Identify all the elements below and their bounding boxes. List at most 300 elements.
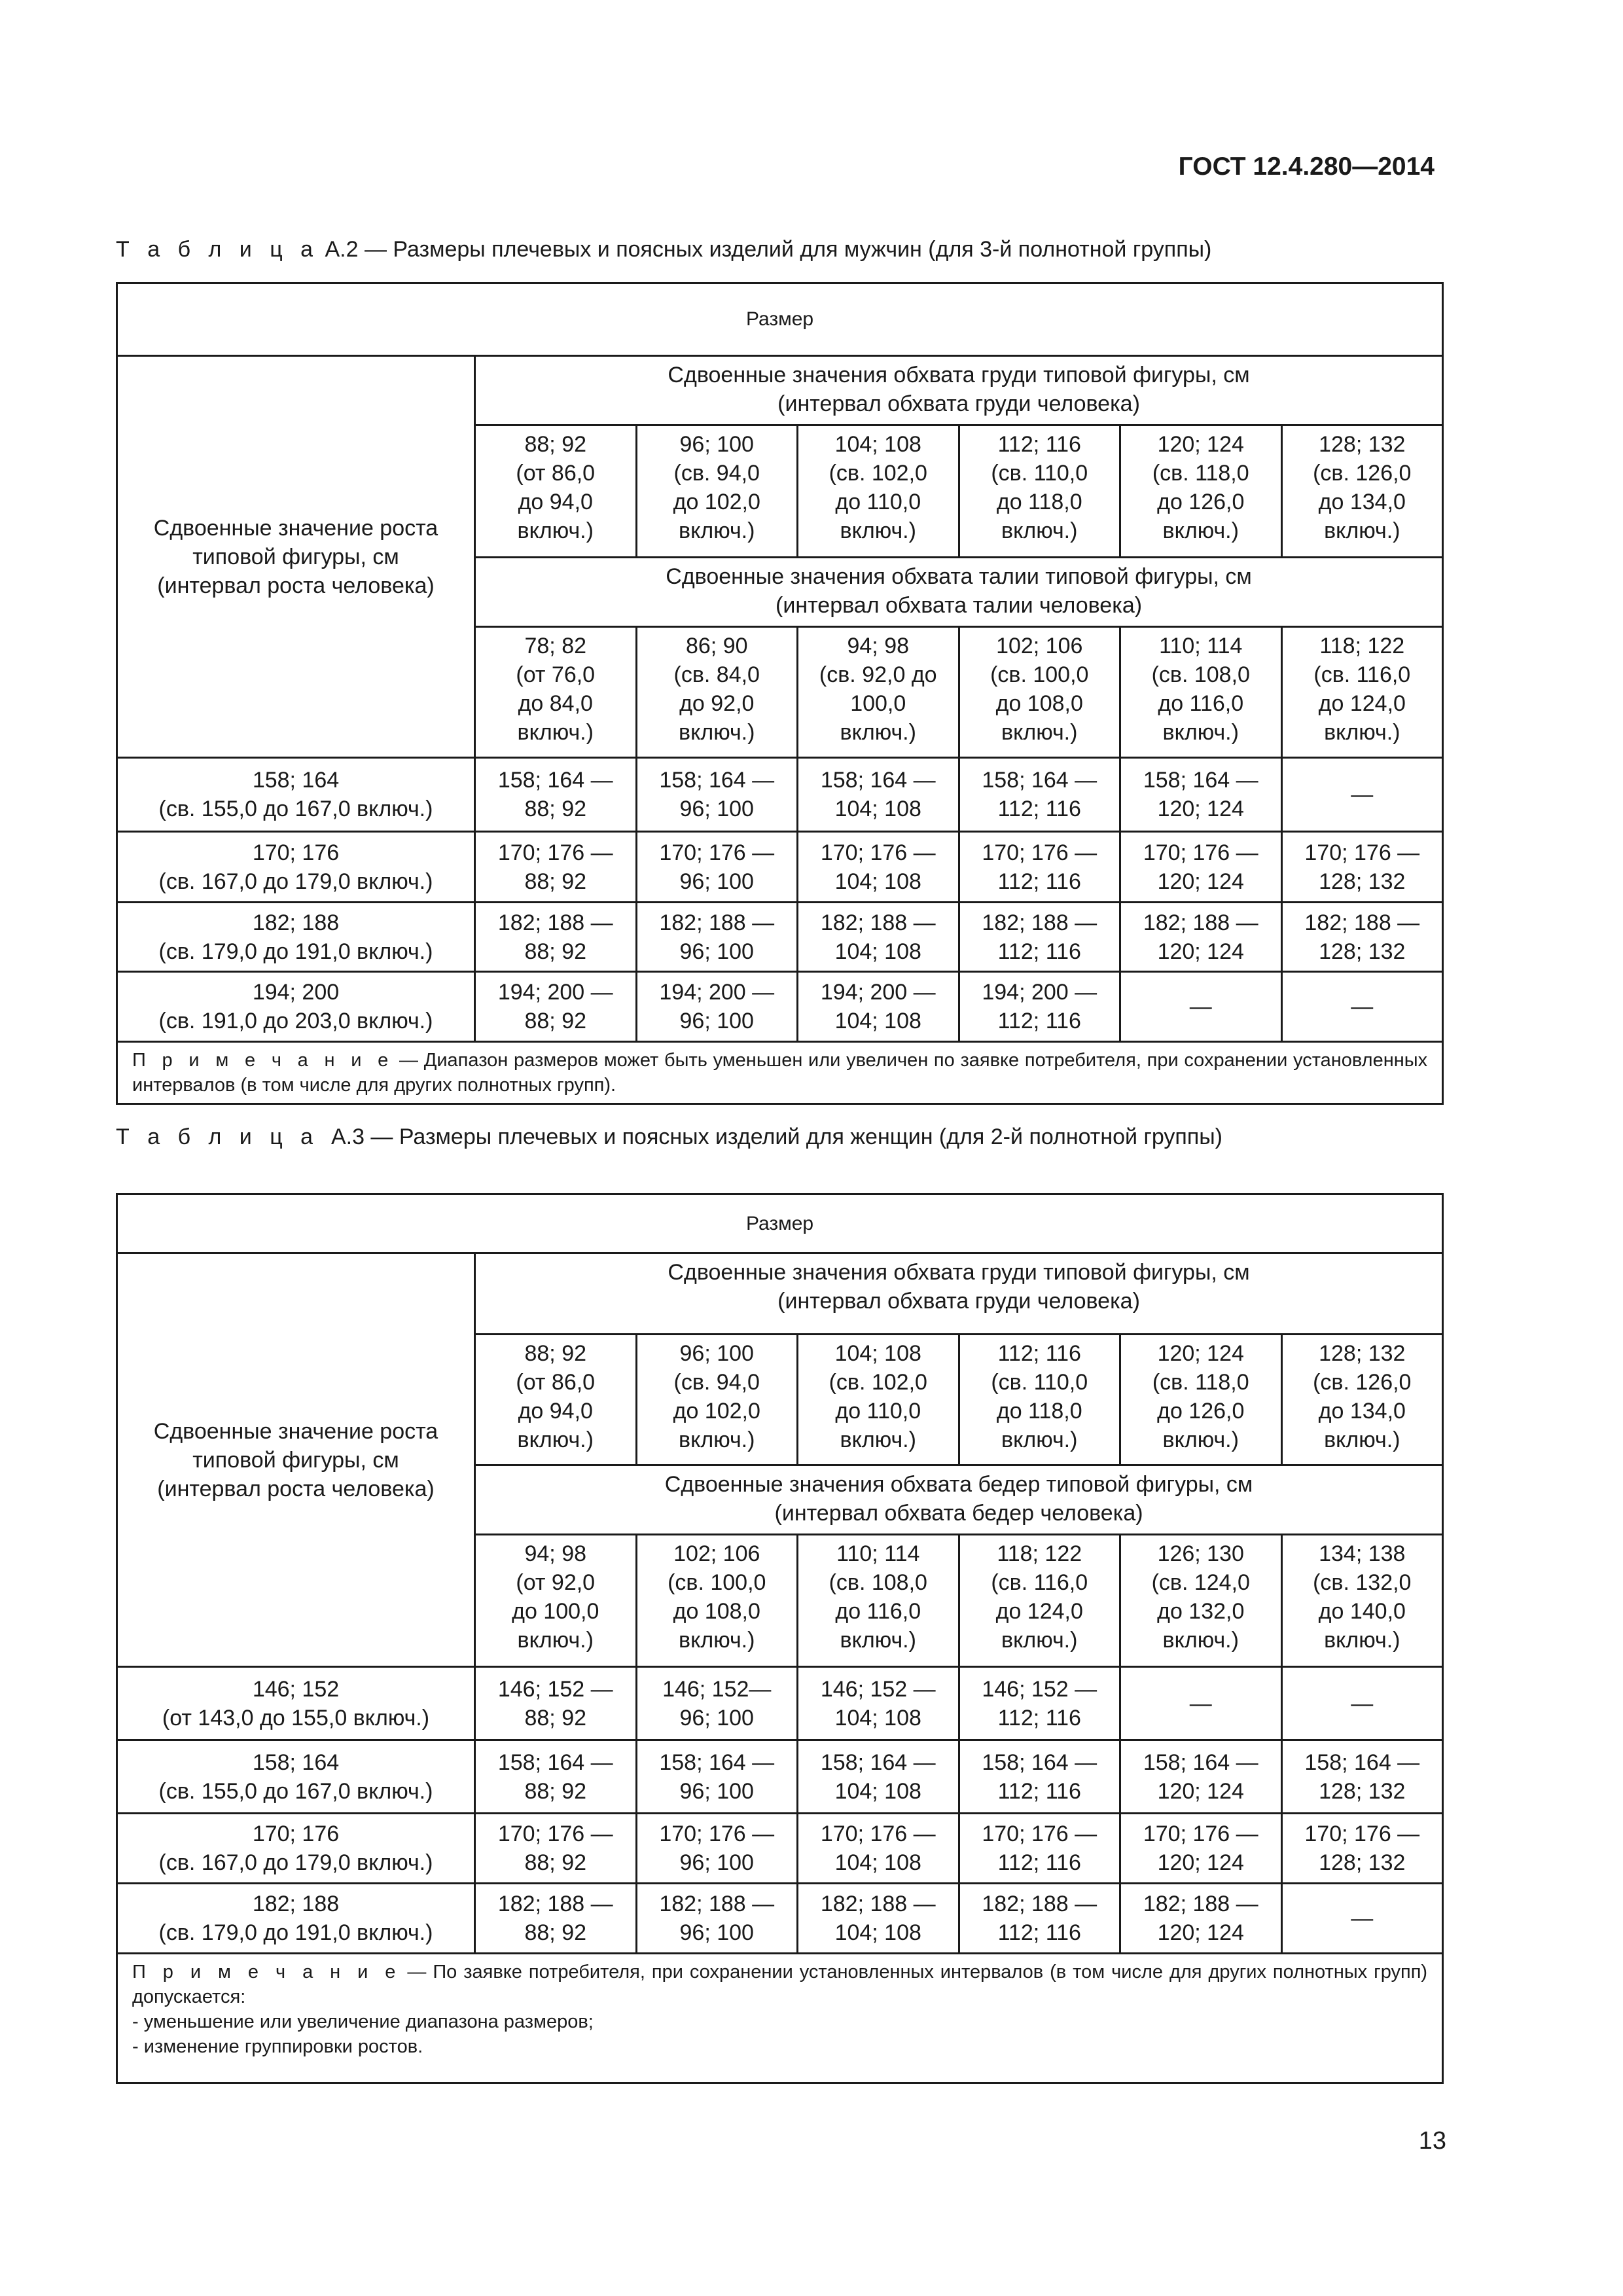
cell-line: 170; 176 <box>252 1821 340 1846</box>
cell-line: включ.) <box>1324 1427 1400 1452</box>
table-row <box>117 1667 1443 1740</box>
second-size-cell <box>1281 1535 1443 1667</box>
table-row <box>117 1740 1443 1814</box>
table-row <box>117 1954 1443 2083</box>
chest-size-cell <box>798 425 959 558</box>
cell-line: (св. 155,0 до 167,0 включ.) <box>158 1778 433 1804</box>
cell-line: (св. 179,0 до 191,0 включ.) <box>158 939 433 964</box>
cell-line: 182; 188 — <box>1143 1892 1258 1916</box>
cell-line: 146; 152 — <box>497 1676 613 1702</box>
cell-line: 126; 130 <box>1157 1541 1244 1566</box>
cell-line: 112; 116 <box>997 1705 1081 1731</box>
cell-line: включ.) <box>840 518 916 543</box>
size-header: Размер <box>117 1194 1443 1253</box>
cell-line: 194; 200 — <box>497 980 613 1005</box>
second-size-cell <box>798 627 959 758</box>
cell-line: включ.) <box>517 720 594 745</box>
table-row <box>117 832 1443 903</box>
cell-line: (св. 110,0 <box>991 461 1088 486</box>
cell-line: до 110,0 <box>835 490 921 514</box>
cell-line: 134; 138 <box>1319 1541 1406 1566</box>
chest-size-cell <box>798 1335 959 1465</box>
cell-line: 104; 108 <box>834 1009 921 1033</box>
cell-line: 158; 164 — <box>982 1749 1097 1775</box>
cell-line: 96; 100 <box>679 1009 754 1033</box>
cell-line: 128; 132 <box>1319 1850 1406 1875</box>
cell-line: 110; 114 <box>836 1541 920 1566</box>
table-row <box>117 1814 1443 1884</box>
cell-line: до 134,0 <box>1318 1399 1406 1424</box>
cell-line: 120; 124 <box>1157 1850 1244 1875</box>
table-note <box>117 1954 1443 2083</box>
table-row <box>117 972 1443 1042</box>
second-size-cell <box>636 1535 798 1667</box>
table-row <box>117 283 1443 356</box>
table-row <box>117 758 1443 832</box>
cell-line: (св. 116,0 <box>991 1570 1088 1595</box>
cell-line: 182; 188 — <box>497 910 613 935</box>
size-cell <box>1281 1814 1443 1884</box>
cell-line: 120; 124 <box>1157 1920 1244 1945</box>
cell-line: включ.) <box>1162 518 1239 543</box>
height-row-label <box>117 972 475 1042</box>
cell-line: (св. 108,0 <box>829 1570 927 1595</box>
cell-line: 158; 164 <box>252 1749 340 1775</box>
cell-line: до 126,0 <box>1157 490 1245 514</box>
cell-line: — <box>1189 994 1212 1019</box>
cell-line: включ.) <box>1162 720 1239 745</box>
chest-header <box>475 356 1443 425</box>
cell-line: 182; 188 — <box>820 910 936 935</box>
chest-size-cell <box>636 1335 798 1465</box>
height-row-label <box>117 832 475 903</box>
cell-line: (от 76,0 <box>516 662 596 687</box>
cell-line: 170; 176 — <box>982 840 1097 865</box>
size-cell <box>475 903 637 972</box>
size-cell <box>636 903 798 972</box>
note-text: — Диапазон размеров может быть уменьшен или увеличен по заявке потребителя, при сохранении установленных интервалов (в том числе для других полнотных групп). <box>132 1050 1428 1096</box>
cell-line: 104; 108 <box>834 869 921 894</box>
table-a2-caption <box>116 237 1211 262</box>
cell-line: 88; 92 <box>524 1778 587 1804</box>
cell-line: (интервал роста человека) <box>157 1476 435 1501</box>
cell-line: до 124,0 <box>995 1599 1083 1624</box>
cell-line: 158; 164 — <box>820 768 936 793</box>
cell-line: 146; 152 <box>252 1676 340 1702</box>
cell-line: 128; 132 <box>1319 1341 1406 1366</box>
table-a3-caption <box>116 1124 1222 1150</box>
chest-size-cell <box>636 425 798 558</box>
cell-line: 158; 164 — <box>1143 1749 1258 1775</box>
cell-line: — <box>1351 782 1374 807</box>
size-cell <box>475 1814 637 1884</box>
size-cell <box>1120 1884 1282 1954</box>
cell-line: 182; 188 — <box>1143 910 1258 935</box>
cell-line: (св. 94,0 <box>673 1370 760 1395</box>
cell-line: (от 86,0 <box>516 461 596 486</box>
size-cell <box>636 1814 798 1884</box>
cell-line: 96; 100 <box>679 432 754 457</box>
cell-line: до 102,0 <box>673 490 760 514</box>
cell-line: 96; 100 <box>679 797 754 821</box>
cell-line: 88; 92 <box>524 1341 587 1366</box>
cell-line: 104; 108 <box>834 1705 921 1731</box>
cell-line: включ.) <box>517 1628 594 1653</box>
cell-line: включ.) <box>840 1427 916 1452</box>
size-cell <box>1281 1667 1443 1740</box>
cell-line: — <box>1351 994 1374 1019</box>
cell-line: 128; 132 <box>1319 869 1406 894</box>
cell-line: 170; 176 — <box>1304 840 1420 865</box>
cell-line: (св. 126,0 <box>1313 461 1412 486</box>
cell-line: 128; 132 <box>1319 939 1406 964</box>
cell-line: включ.) <box>679 1427 755 1452</box>
size-cell <box>1120 972 1282 1042</box>
cell-line: до 116,0 <box>1158 691 1244 716</box>
table-row <box>117 1884 1443 1954</box>
chest-size-cell <box>1281 1335 1443 1465</box>
cell-line: до 94,0 <box>518 1399 593 1424</box>
cell-line: 170; 176 — <box>1304 1821 1420 1846</box>
second-size-cell <box>798 1535 959 1667</box>
cell-line: Сдвоенные значения обхвата бедер типовой фигуры, см <box>664 1472 1253 1497</box>
cell-line: 170; 176 — <box>659 840 775 865</box>
cell-line: (св. 84,0 <box>673 662 760 687</box>
height-row-label <box>117 758 475 832</box>
size-cell <box>1281 758 1443 832</box>
cell-line: (интервал роста человека) <box>157 573 435 598</box>
size-cell <box>1120 1667 1282 1740</box>
cell-line: 128; 132 <box>1319 1778 1406 1804</box>
cell-line: 88; 92 <box>524 1850 587 1875</box>
cell-line: 158; 164 — <box>1143 768 1258 793</box>
cell-line: 96; 100 <box>679 939 754 964</box>
cell-line: до 124,0 <box>1318 691 1406 716</box>
cell-line: — <box>1351 1906 1374 1931</box>
size-cell <box>798 1814 959 1884</box>
note-text: — По заявке потребителя, при сохранении установленных интервалов (в том числе для других полнотных групп) допускается: <box>132 1962 1428 2007</box>
cell-line: 120; 124 <box>1157 869 1244 894</box>
cell-line: 146; 152 — <box>820 1676 936 1702</box>
cell-line: 112; 116 <box>997 432 1081 457</box>
cell-line: 112; 116 <box>997 1009 1081 1033</box>
cell-line: включ.) <box>679 518 755 543</box>
size-cell <box>798 758 959 832</box>
cell-line: 120; 124 <box>1157 432 1244 457</box>
size-cell <box>1281 972 1443 1042</box>
cell-line: включ.) <box>1001 1427 1078 1452</box>
cell-line: (св. 118,0 <box>1152 1370 1249 1395</box>
caption-prefix: Т а б л и ц а <box>116 237 319 262</box>
cell-line: 158; 164 — <box>820 1749 936 1775</box>
size-cell <box>1281 832 1443 903</box>
cell-line: 146; 152— <box>662 1676 772 1702</box>
second-size-cell <box>1281 627 1443 758</box>
cell-line: 94; 98 <box>847 634 910 658</box>
cell-line: 88; 92 <box>524 797 587 821</box>
cell-line: (св. 116,0 <box>1313 662 1411 687</box>
cell-line: 182; 188 — <box>497 1892 613 1916</box>
size-cell <box>1281 1884 1443 1954</box>
cell-line: 158; 164 — <box>1304 1749 1420 1775</box>
cell-line: — <box>1189 1691 1212 1716</box>
cell-line: (св. 179,0 до 191,0 включ.) <box>158 1920 433 1945</box>
cell-line: 182; 188 — <box>1304 910 1420 935</box>
size-cell <box>475 1884 637 1954</box>
cell-line: 96; 100 <box>679 1341 754 1366</box>
cell-line: 104; 108 <box>834 1850 921 1875</box>
second-size-cell <box>636 627 798 758</box>
size-cell <box>636 1884 798 1954</box>
cell-line: (интервал обхвата бедер человека) <box>774 1501 1143 1526</box>
cell-line: до 118,0 <box>996 1399 1082 1424</box>
size-cell <box>1281 1740 1443 1814</box>
cell-line: включ.) <box>840 1628 916 1653</box>
cell-line: 170; 176 — <box>1143 1821 1258 1846</box>
cell-line: 120; 124 <box>1157 1778 1244 1804</box>
cell-line: (интервал обхвата талии человека) <box>776 593 1143 618</box>
size-cell <box>959 1667 1120 1740</box>
cell-line: 146; 152 — <box>982 1676 1097 1702</box>
cell-line: Сдвоенные значения обхвата груди типовой фигуры, см <box>668 1260 1250 1285</box>
size-cell <box>1120 1740 1282 1814</box>
cell-line: 104; 108 <box>834 939 921 964</box>
cell-line: 158; 164 <box>252 768 340 793</box>
size-cell <box>959 1740 1120 1814</box>
table-row <box>117 903 1443 972</box>
cell-line: (от 86,0 <box>516 1370 596 1395</box>
height-row-label <box>117 1667 475 1740</box>
cell-line: (св. 191,0 до 203,0 включ.) <box>158 1009 433 1033</box>
size-cell <box>475 972 637 1042</box>
cell-line: 194; 200 — <box>659 980 775 1005</box>
cell-line: до 140,0 <box>1318 1599 1406 1624</box>
cell-line: 120; 124 <box>1157 797 1244 821</box>
size-cell <box>475 1740 637 1814</box>
height-column-header <box>117 356 475 758</box>
size-cell <box>1120 758 1282 832</box>
size-cell <box>636 832 798 903</box>
size-cell <box>475 1667 637 1740</box>
chest-size-cell <box>475 1335 637 1465</box>
cell-line: 170; 176 — <box>982 1821 1097 1846</box>
cell-line: 182; 188 — <box>820 1892 936 1916</box>
size-cell <box>798 1740 959 1814</box>
cell-line: включ.) <box>1324 1628 1400 1653</box>
cell-line: (св. 100,0 <box>990 662 1089 687</box>
chest-size-cell <box>959 1335 1120 1465</box>
cell-line: 112; 116 <box>997 797 1081 821</box>
cell-line: (св. 167,0 до 179,0 включ.) <box>158 869 433 894</box>
cell-line: включ.) <box>679 1628 755 1653</box>
size-cell <box>1281 903 1443 972</box>
cell-line: 170; 176 — <box>820 840 936 865</box>
cell-line: Сдвоенные значения обхвата талии типовой фигуры, см <box>666 564 1252 589</box>
size-cell <box>1120 903 1282 972</box>
chest-size-cell <box>1281 425 1443 558</box>
chest-size-cell <box>1120 1335 1282 1465</box>
cell-line: Сдвоенные значение роста <box>153 515 438 541</box>
cell-line: 182; 188 — <box>659 1892 775 1916</box>
cell-line: (от 143,0 до 155,0 включ.) <box>162 1705 430 1731</box>
cell-line: 158; 164 — <box>497 768 613 793</box>
cell-line: до 132,0 <box>1157 1599 1245 1624</box>
cell-line: 120; 124 <box>1157 939 1244 964</box>
cell-line: 96; 100 <box>679 1920 754 1945</box>
cell-line: до 108,0 <box>995 691 1083 716</box>
cell-line: 194; 200 — <box>820 980 936 1005</box>
caption-text: А.3 — Размеры плечевых и поясных изделий для женщин (для 2-й полнотной группы) <box>319 1124 1222 1149</box>
cell-line: включ.) <box>1162 1427 1239 1452</box>
second-size-cell <box>475 1535 637 1667</box>
size-cell <box>636 972 798 1042</box>
cell-line: типовой фигуры, см <box>192 1447 399 1473</box>
cell-line: 158; 164 — <box>659 768 775 793</box>
cell-line: (св. 132,0 <box>1313 1570 1412 1595</box>
cell-line: 170; 176 — <box>497 1821 613 1846</box>
cell-line: 158; 164 — <box>659 1749 775 1775</box>
cell-line: 86; 90 <box>685 634 748 658</box>
cell-line: Сдвоенные значение роста <box>153 1418 438 1444</box>
cell-line: — <box>1351 1691 1374 1716</box>
height-row-label <box>117 1884 475 1954</box>
second-size-cell <box>475 627 637 758</box>
cell-line: 104; 108 <box>834 1778 921 1804</box>
cell-line: (интервал обхвата груди человека) <box>777 391 1140 416</box>
cell-line: 104; 108 <box>834 797 921 821</box>
cell-line: (св. 102,0 <box>829 1370 927 1395</box>
cell-line: до 100,0 <box>512 1599 599 1624</box>
cell-line: 182; 188 <box>252 910 340 935</box>
second-size-cell <box>959 1535 1120 1667</box>
cell-line: 170; 176 — <box>1143 840 1258 865</box>
size-cell <box>959 1884 1120 1954</box>
cell-line: 88; 92 <box>524 1009 587 1033</box>
cell-line: до 108,0 <box>673 1599 760 1624</box>
cell-line: 182; 188 <box>252 1892 340 1916</box>
cell-line: включ.) <box>517 518 594 543</box>
size-cell <box>959 903 1120 972</box>
document-code: ГОСТ 12.4.280—2014 <box>1178 152 1435 181</box>
size-cell <box>1120 832 1282 903</box>
table-row <box>117 1042 1443 1104</box>
second-size-cell <box>959 627 1120 758</box>
cell-line: 104; 108 <box>834 432 921 457</box>
cell-line: включ.) <box>679 720 755 745</box>
cell-line: (св. 110,0 <box>991 1370 1088 1395</box>
cell-line: 96; 100 <box>679 1705 754 1731</box>
cell-line: включ.) <box>1001 518 1078 543</box>
size-cell <box>636 1667 798 1740</box>
cell-line: до 134,0 <box>1318 490 1406 514</box>
cell-line: 88; 92 <box>524 1705 587 1731</box>
cell-line: 104; 108 <box>834 1920 921 1945</box>
cell-line: 88; 92 <box>524 939 587 964</box>
cell-line: 170; 176 — <box>659 1821 775 1846</box>
cell-line: 194; 200 <box>252 980 340 1005</box>
second-measure-header <box>475 558 1443 627</box>
chest-size-cell <box>475 425 637 558</box>
cell-line: 170; 176 <box>252 840 340 865</box>
cell-line: (св. 100,0 <box>668 1570 766 1595</box>
cell-line: 102; 106 <box>673 1541 760 1566</box>
cell-line: 78; 82 <box>524 634 587 658</box>
size-cell <box>798 1667 959 1740</box>
cell-line: до 118,0 <box>996 490 1082 514</box>
size-cell <box>475 832 637 903</box>
cell-line: 170; 176 — <box>497 840 613 865</box>
cell-line: Сдвоенные значения обхвата груди типовой фигуры, см <box>668 363 1250 387</box>
note-prefix: П р и м е ч а н и е <box>132 1050 394 1071</box>
size-cell <box>636 758 798 832</box>
cell-line: включ.) <box>1324 720 1400 745</box>
cell-line: (св. 102,0 <box>829 461 927 486</box>
table-a3 <box>116 1193 1444 2084</box>
cell-line: (св. 108,0 <box>1151 662 1250 687</box>
note-prefix: П р и м е ч а н и е <box>132 1962 401 1982</box>
height-row-label <box>117 903 475 972</box>
cell-line: 118; 122 <box>997 1541 1082 1566</box>
size-cell <box>798 972 959 1042</box>
cell-line: 170; 176 — <box>820 1821 936 1846</box>
size-cell <box>636 1740 798 1814</box>
cell-line: до 126,0 <box>1157 1399 1245 1424</box>
size-cell <box>959 758 1120 832</box>
cell-line: 96; 100 <box>679 869 754 894</box>
caption-prefix: Т а б л и ц а <box>116 1124 319 1149</box>
cell-line: типовой фигуры, см <box>192 544 399 569</box>
cell-line: 182; 188 — <box>659 910 775 935</box>
cell-line: 88; 92 <box>524 1920 587 1945</box>
cell-line: 112; 116 <box>997 1778 1081 1804</box>
cell-line: 110; 114 <box>1159 634 1243 658</box>
table-note <box>117 1042 1443 1104</box>
cell-line: включ.) <box>1001 720 1078 745</box>
size-cell <box>959 972 1120 1042</box>
cell-line: 94; 98 <box>524 1541 587 1566</box>
cell-line: до 102,0 <box>673 1399 760 1424</box>
second-measure-header <box>475 1465 1443 1535</box>
cell-line: включ.) <box>517 1427 594 1452</box>
cell-line: (св. 167,0 до 179,0 включ.) <box>158 1850 433 1875</box>
cell-line: 158; 164 — <box>982 768 1097 793</box>
cell-line: включ.) <box>1162 1628 1239 1653</box>
cell-line: 182; 188 — <box>982 1892 1097 1916</box>
note-text: - изменение группировки ростов. <box>132 2036 423 2057</box>
chest-header <box>475 1253 1443 1335</box>
height-column-header <box>117 1253 475 1667</box>
cell-line: 112; 116 <box>997 1920 1081 1945</box>
size-cell <box>798 832 959 903</box>
cell-line: включ.) <box>840 720 916 745</box>
cell-line: до 110,0 <box>835 1399 921 1424</box>
cell-line: 128; 132 <box>1319 432 1406 457</box>
height-row-label <box>117 1740 475 1814</box>
note-text: - уменьшение или увеличение диапазона размеров; <box>132 2011 594 2032</box>
cell-line: 112; 116 <box>997 1341 1081 1366</box>
cell-line: 182; 188 — <box>982 910 1097 935</box>
cell-line: включ.) <box>1001 1628 1078 1653</box>
chest-size-cell <box>959 425 1120 558</box>
cell-line: 194; 200 — <box>982 980 1097 1005</box>
cell-line: 88; 92 <box>524 432 587 457</box>
cell-line: до 92,0 <box>679 691 755 716</box>
cell-line: (св. 94,0 <box>673 461 760 486</box>
cell-line: до 94,0 <box>518 490 593 514</box>
second-size-cell <box>1120 627 1282 758</box>
table-row <box>117 1194 1443 1253</box>
cell-line: 112; 116 <box>997 869 1081 894</box>
